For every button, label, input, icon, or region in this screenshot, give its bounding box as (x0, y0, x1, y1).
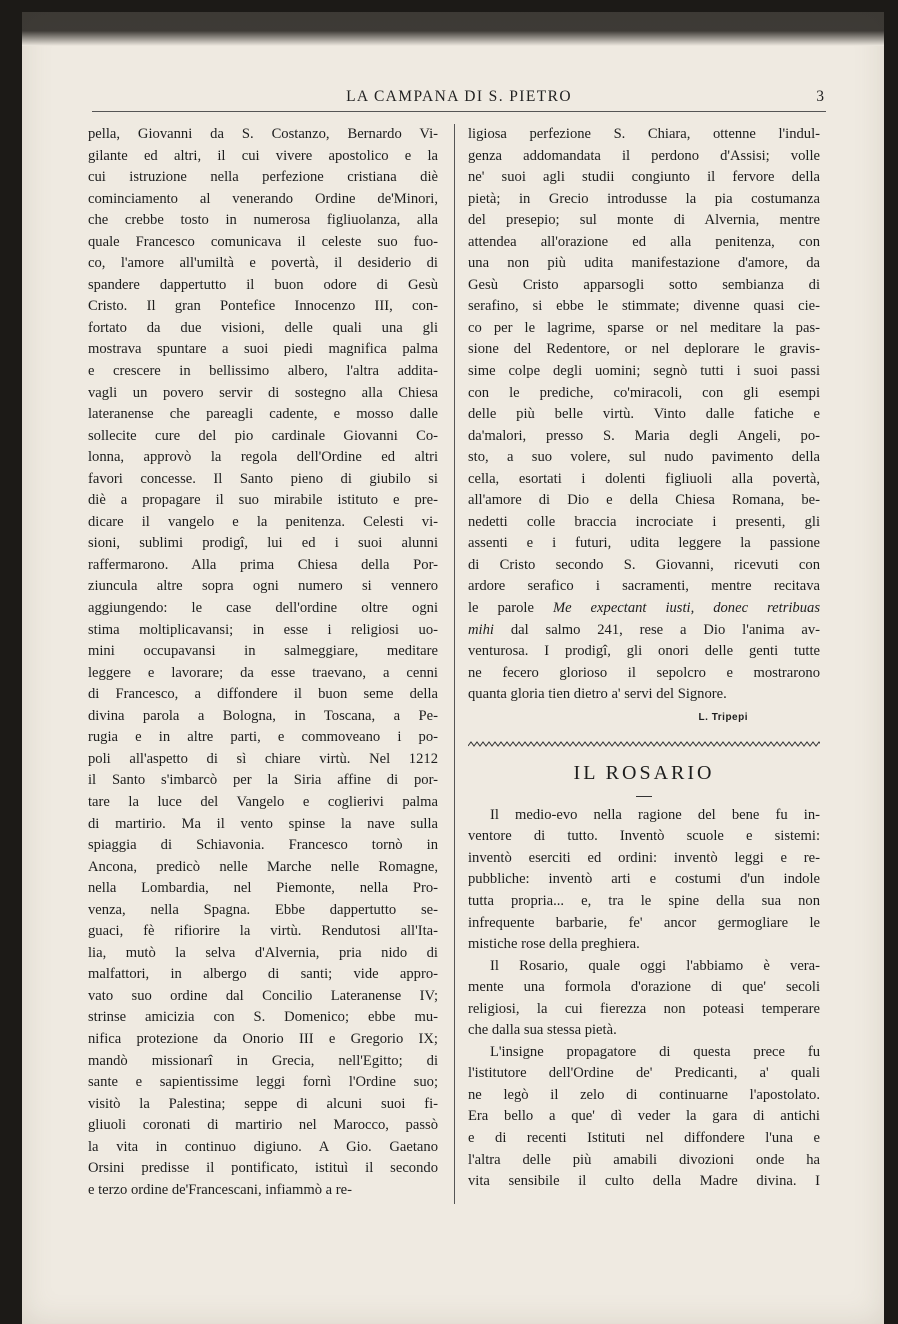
text-line: sollecite cure del pio cardinale Giovanni Co- (88, 427, 438, 444)
text-line: pietà; in Grecio introdusse la pia costumanza (468, 190, 820, 207)
text-line: attendea all'orazione ed alla penitenza, con (468, 233, 820, 250)
text-line: sione del Redentore, or nel deplorare le gravis- (468, 341, 820, 358)
text-line: che dalla sua stessa pietà. (468, 1022, 617, 1039)
text-line: dicare il vangelo e la penitenza. Celesti vi- (88, 513, 438, 530)
text-line: guaci, fè rifiorire la virtù. Rendutosi all'Ita- (88, 923, 438, 940)
text-line: strinse amicizia con S. Domenico; ebbe mu- (88, 1009, 438, 1026)
text-line: fortato da due visioni, delle quali una gli (88, 319, 438, 336)
text-line: Orsini predisse il pontificato, istituì il secondo (88, 1160, 438, 1177)
text-line: Ancona, predicò nelle Marche nelle Romagne, (88, 858, 438, 875)
text-line: vagli un povero servir di sostegno alla Chiesa (88, 384, 438, 401)
latin-quote: Me expectant iusti, donec retribuas (552, 600, 820, 617)
text-line: cominciamento al venerando Ordine de'Minori, (88, 190, 438, 207)
text-line-quote: le parole Me expectant iusti, donec retribuas (468, 600, 820, 617)
text-line: una non più udita manifestazione d'amore, da (468, 255, 820, 272)
text-line: serafino, si ebbe le stimmate; divenne quasi cie- (468, 298, 820, 315)
text-line: di martirio. Ma il vento spinse la nave sulla (88, 815, 438, 832)
text-line: religiosi, la cui fierezza non poteasi temperare (468, 1000, 820, 1017)
text-line: nifica protezione da Onorio III e Gregorio IX; (88, 1030, 438, 1047)
scanned-page (22, 12, 884, 1324)
periodical-title: LA CAMPANA DI S. PIETRO (346, 88, 572, 105)
text-line: venturosa. I prodigî, gli onori delle genti tutte (468, 643, 820, 660)
text-line: tutta propria... e, tra le spine della sua non (468, 892, 820, 909)
text-line: nella Lombardia, nel Piemonte, nella Pro- (88, 880, 438, 897)
text-line: quanta gloria tien dietro a' servi del Signore. (468, 686, 727, 703)
text-line: di Cristo secondo S. Giovanni, ricevuti con (468, 556, 820, 573)
text-line: gliuoli coronati di martirio nel Marocco, passò (88, 1117, 438, 1134)
header-rule (92, 111, 826, 112)
text-line: inventò eserciti ed ordini: inventò leggi e re- (468, 849, 820, 866)
rosario-article (468, 805, 820, 1193)
text-line: infrequente barbarie, fe' ancor germogliare le (468, 914, 820, 931)
text-line: da'malori, presso S. Maria degli Angeli, po- (468, 427, 820, 444)
text-line: aggiungendo: le case dell'ordine oltre ogni (88, 600, 438, 617)
text-line: e terzo ordine de'Francescani, infiammò a re- (88, 1181, 352, 1198)
text-line: vato suo ordine dal Concilio Lateranense IV; (88, 987, 438, 1004)
author-signature: L. Tripepi (698, 711, 748, 723)
text-line: spandere dappertutto il buon odore di Gesù (88, 276, 438, 293)
text-line: sto, a suo volere, sul nudo pavimento della (468, 449, 820, 466)
section-title: IL ROSARIO (573, 761, 715, 784)
text-line: mandò missionarî in Grecia, nell'Egitto; di (88, 1052, 438, 1069)
text-line: favori concesse. Il Santo pieno di giubilo si (88, 470, 438, 487)
text-line: mente una formola d'orazione di que' secoli (468, 979, 820, 996)
text-line: la vita in continuo digiuno. A Gio. Gaetano (88, 1138, 438, 1155)
text-line: raffermarono. Alla prima Chiesa della Por- (88, 556, 438, 573)
text-line: cella, esortati i dolenti figliuoli alla povertà, (468, 470, 820, 487)
text-line: Gesù Cristo apparsogli sotto sembianza di (468, 276, 820, 293)
text-line: lateranense che pareagli cadente, e mosso dalle (88, 406, 438, 423)
text-line: leggere e lavorare; da esse traevano, a cenni (88, 664, 438, 681)
text-line: Il medio-evo nella ragione del bene fu in- (490, 806, 820, 823)
scan-border (22, 12, 884, 46)
text-line: L'insigne propagatore di questa prece fu (490, 1043, 820, 1060)
text-line-quote-2: mihi dal salmo 241, rese a Dio l'anima av- (468, 621, 820, 638)
text-line: mistiche rose della preghiera. (468, 936, 640, 953)
text-line: nedetti colle braccia incrociate i presenti, gli (468, 513, 820, 530)
text-line: all'amore di Dio e della Chiesa Romana, be- (468, 492, 820, 509)
text-line: venza, nella Spagna. Ebbe dappertutto se- (88, 901, 438, 918)
text-line: diè a propagare il suo mirabile istituto e pre- (88, 492, 438, 509)
latin-quote-end: mihi (468, 621, 494, 638)
article-ending (468, 641, 820, 706)
text-line: ardore serafico i sacramenti, mentre recitava (468, 578, 820, 595)
wavy-separator (468, 740, 820, 752)
text-line: l'istitutore dell'Ordine de' Predicanti, a' quali (468, 1065, 820, 1082)
text-line: sime colpe degli uomini; segnò tutti i suoi passi (468, 363, 820, 380)
text-line: ligiosa perfezione S. Chiara, ottenne l'indul- (468, 126, 820, 142)
text-line: assenti e i futuri, udita leggere la passione (468, 535, 820, 552)
text-line: visitò la Palestina; seppe di alcuni suoi fi- (88, 1095, 438, 1112)
text-line: sioni, sublimi prodigî, lui ed i suoi alunni (88, 535, 438, 552)
text-line: genza addomandata il perdono d'Assisi; volle (468, 147, 820, 164)
text-line: il Santo s'imbarcò per la Siria affine di por- (88, 772, 438, 789)
text-line: Il Rosario, quale oggi l'abbiamo è vera- (490, 957, 820, 974)
page-number: 3 (816, 88, 824, 105)
text-line: mini occupavansi in salmeggiare, meditare (88, 643, 438, 660)
text-line: vita sensibile il culto della Madre divina. I (468, 1173, 820, 1190)
text-line: che crebbe tosto in numerosa figliuolanza, alla (88, 212, 438, 229)
text-line: lonna, approvò la regola dell'Ordine ed altri (88, 449, 438, 466)
text-line: cui istruzione nella perfezione cristiana diè (88, 169, 438, 186)
text-line: co, l'amore all'umiltà e povertà, il desiderio di (88, 255, 438, 272)
text-line: stima moltiplicavansi; in esse i religiosi uo- (88, 621, 438, 638)
text-line: Cristo. Il gran Pontefice Innocenzo III, con- (88, 298, 438, 315)
text-line: divina parola a Bologna, in Toscana, a Pe- (88, 707, 438, 724)
text-line: ne fecero glorioso il sepolcro e mostrarono (468, 664, 820, 681)
text-line: tare la luce del Vangelo e coglierivi palma (88, 793, 438, 810)
column-divider (454, 124, 455, 1204)
text-line: poli all'aspetto di sì chiare virtù. Nel 1212 (88, 750, 438, 767)
text-line: gilante ed altri, il cui vivere apostolico e la (88, 147, 438, 164)
text-line: spiaggia di Schiavonia. Francesco tornò in (88, 837, 438, 854)
text-line: ne' suoi agli studii congiunto il fervore della (468, 169, 820, 186)
text-line: del presepio; sul monte di Alvernia, mentre (468, 212, 820, 229)
text-line: con le prediche, co'miracoli, con gli esempi (468, 384, 820, 401)
text-line: pella, Giovanni da S. Costanzo, Bernardo Vi- (88, 126, 438, 142)
article-continuation (468, 124, 820, 598)
text-line: ventore di tutto. Inventò scuole e sistemi: (468, 828, 820, 845)
text-line: malfattori, in albergo di santi; vide appro- (88, 966, 438, 983)
text-line: mostrava spuntare a suoi piedi magnifica palma (88, 341, 438, 358)
text-line: ne legò il zelo di continuarne l'apostolato. (468, 1086, 820, 1103)
title-dash (636, 796, 652, 797)
text-line: sante e sapientissime leggi fornì l'Ordine suo; (88, 1074, 438, 1091)
left-column (88, 124, 438, 1201)
text-line: di Francesco, a diffondere il buon seme della (88, 686, 438, 703)
text-line: l'altra delle più amabili divozioni onde ha (468, 1151, 820, 1168)
text-line: pubbliche: inventò arti e costumi d'un indole (468, 871, 820, 888)
running-header (94, 88, 824, 110)
text-line: quale Francesco comunicava il celeste suo fuo- (88, 233, 438, 250)
text-line: rugia e in altre parti, e commoveano i po- (88, 729, 438, 746)
text-line: delle più belle virtù. Vinto dalle fatiche e (468, 406, 820, 423)
text-line: e crescere in bellissimo albero, l'altra addita- (88, 363, 438, 380)
text-line: co per le lagrime, sparse or nel meditare la pas- (468, 319, 820, 336)
right-column (468, 124, 820, 1193)
text-line: ziuncula altre sopra ogni numero si vennero (88, 578, 438, 595)
text-line: Era bello a que' dì veder la gara di antichi (468, 1108, 820, 1125)
text-line: lia, mutò la selva d'Alvernia, pria nido di (88, 944, 438, 961)
text-line: e di recenti Istituti nel diffondere l'una e (468, 1129, 820, 1146)
